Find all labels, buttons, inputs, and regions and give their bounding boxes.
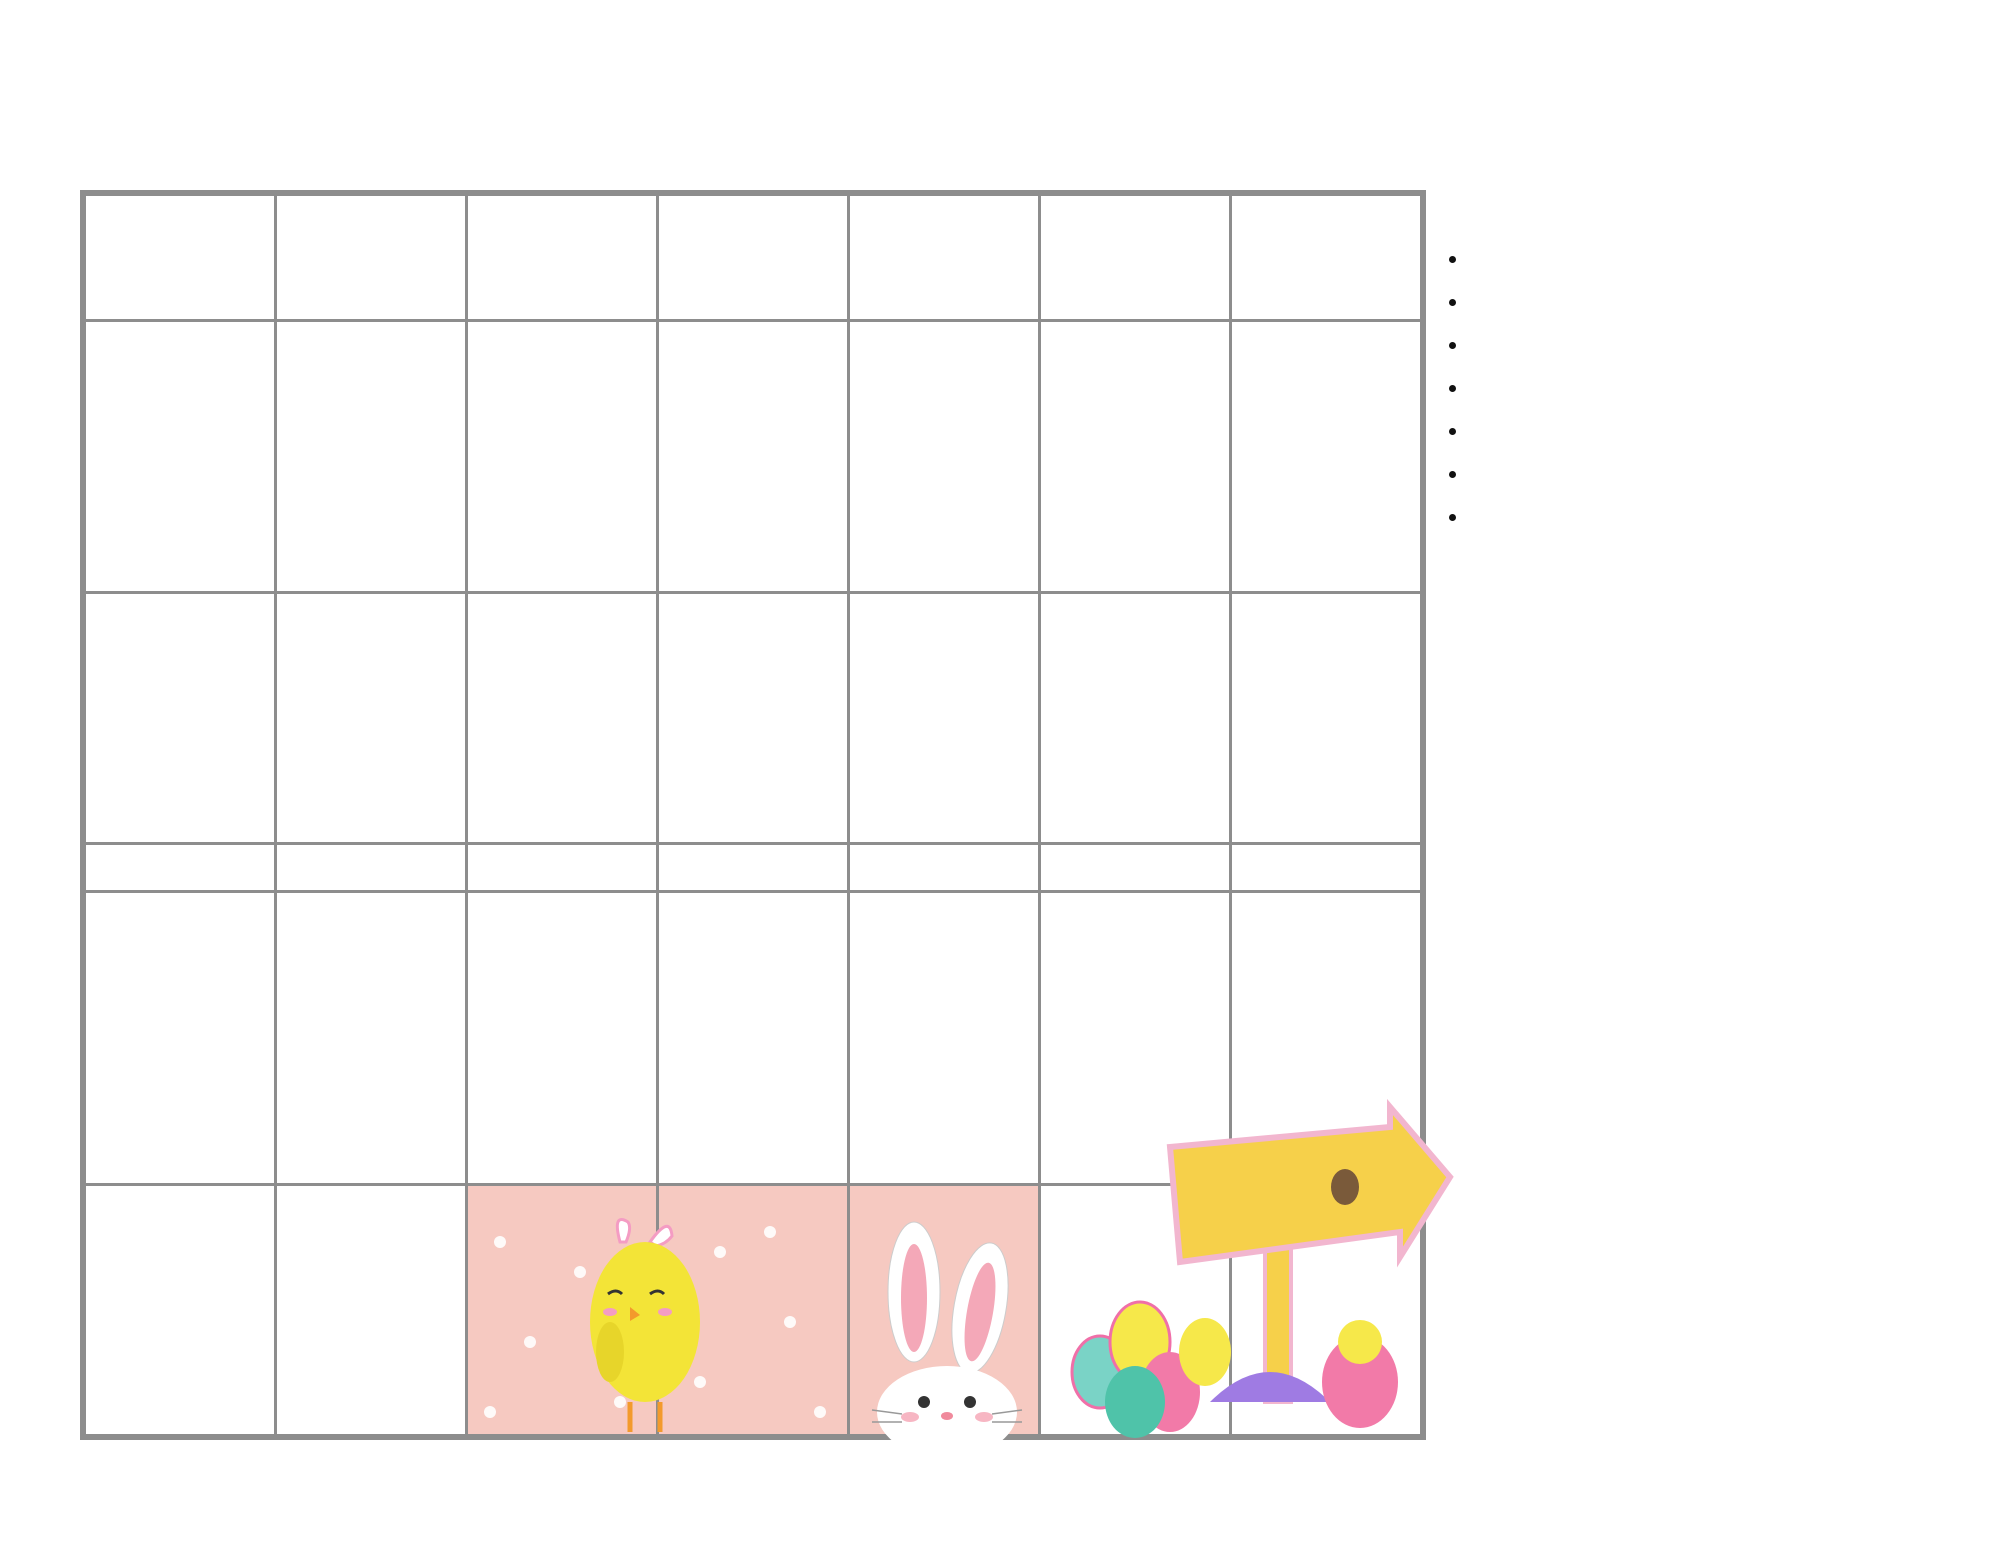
- info-item-work-readiness: [1470, 239, 1980, 280]
- day-cell-2: [276, 321, 467, 593]
- day-cell-4: [658, 321, 849, 593]
- day-cell-3: [467, 321, 658, 593]
- day-cell-21: [1231, 843, 1422, 891]
- day-cell-25: [658, 891, 849, 1184]
- info-item-financial: [1470, 454, 1980, 495]
- weekday-friday: [849, 195, 1040, 321]
- day-cell-23: [276, 891, 467, 1184]
- day-cell-20: [1040, 843, 1231, 891]
- weekday-tuesday: [276, 195, 467, 321]
- day-cell-9: [276, 593, 467, 844]
- day-cell-13: [1040, 593, 1231, 844]
- info-list: [1440, 239, 1980, 538]
- day-cell-7: [1231, 321, 1422, 593]
- day-cell-19: [849, 843, 1040, 891]
- info-item-tenancy: [1470, 325, 1980, 366]
- weekday-wednesday: [467, 195, 658, 321]
- day-cell-15: [85, 843, 276, 891]
- day-cell-14: [1231, 593, 1422, 844]
- day-cell-16: [276, 843, 467, 891]
- day-cell-17: [467, 843, 658, 891]
- day-cell-18: [658, 843, 849, 891]
- weekday-thursday: [658, 195, 849, 321]
- day-cell-10: [467, 593, 658, 844]
- weekday-sunday: [1231, 195, 1422, 321]
- info-item-jsrj: [1470, 411, 1980, 452]
- info-item-summer: [1470, 368, 1980, 409]
- weekday-monday: [85, 195, 276, 321]
- day-cell-1: [85, 321, 276, 593]
- egg-hunt-sign: [1040, 1092, 1460, 1442]
- day-cell-22: [85, 891, 276, 1184]
- day-cell-5: [849, 321, 1040, 593]
- weekday-saturday: [1040, 195, 1231, 321]
- day-cell-30: [276, 1185, 467, 1436]
- day-cell-29: [85, 1185, 276, 1436]
- day-cell-26: [849, 891, 1040, 1184]
- day-cell-8: [85, 593, 276, 844]
- day-cell-11: [658, 593, 849, 844]
- important-info-panel: [1440, 225, 1980, 540]
- easter-egg-border: [0, 1440, 2000, 1545]
- day-cell-12: [849, 593, 1040, 844]
- bunny-icon: [852, 1212, 1042, 1440]
- day-cell-24: [467, 891, 658, 1184]
- info-item-digital: [1470, 497, 1980, 538]
- info-item-ged: [1470, 282, 1980, 323]
- day-cell-6: [1040, 321, 1231, 593]
- chick-icon: [470, 1212, 850, 1440]
